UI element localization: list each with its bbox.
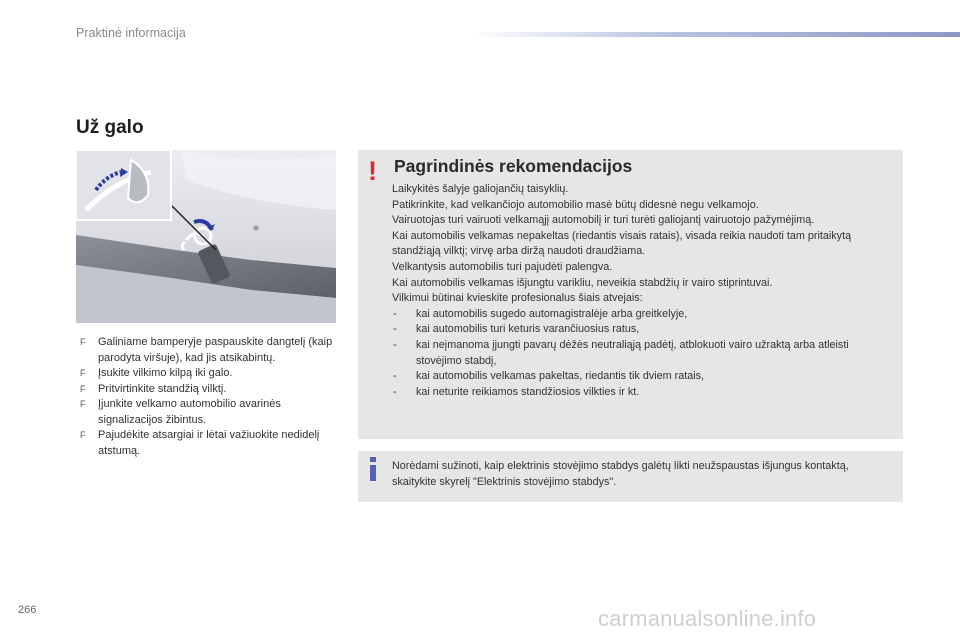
warning-case-item — [392, 322, 897, 338]
warning-case-text: kai automobilis turi keturis varančiuosius ratus, — [416, 323, 640, 336]
warning-paragraph: Kai automobilis velkamas išjungtu varikliu, neveikia stabdžių ir vairo stiprintuvai. — [392, 276, 773, 289]
page-header-title: Praktinė informacija — [76, 26, 186, 40]
warning-case-item — [392, 385, 897, 401]
warning-case-item — [392, 369, 897, 385]
warning-body — [392, 182, 897, 400]
warning-case-text: kai neturite reikiamos standžiosios vilkties ir kt. — [416, 385, 640, 398]
list-item — [76, 335, 346, 366]
dash-bullet: - — [393, 385, 397, 398]
checkbox-bullet-icon: F — [80, 383, 86, 394]
warning-paragraph: Velkantysis automobilis turi pajudėti palengva. — [392, 260, 613, 273]
tow-hook-photo — [76, 150, 336, 323]
warning-exclamation-icon: ! — [368, 156, 377, 186]
checkbox-bullet-icon: F — [80, 399, 86, 409]
warning-case-text: kai automobilis velkamas pakeltas, riedantis tik dviem ratais, — [416, 370, 705, 383]
list-item — [76, 428, 346, 459]
list-item — [76, 366, 346, 382]
checkbox-bullet-icon: F — [80, 430, 86, 440]
warning-case-text: kai automobilis sugedo automagistralėje arba greitkelyje, — [416, 307, 688, 320]
instruction-text: Pajudėkite atsargiai ir lėtai važiuokite nedidelį atstumą. — [98, 429, 320, 457]
warning-case-item — [392, 338, 897, 369]
info-icon — [370, 457, 376, 481]
instruction-text: Pritvirtinkite standžią vilktį. — [98, 382, 227, 395]
info-box — [358, 451, 903, 502]
header-decoration-bar — [470, 32, 960, 37]
instruction-text: Galiniame bamperyje paspauskite dangtelį (kaip parodyta viršuje), kad jis atsikabintų. — [98, 336, 333, 364]
warning-paragraph: Patikrinkite, kad velkančiojo automobilio masė būtų didesnė negu velkamojo. — [392, 198, 759, 211]
section-title: Už galo — [76, 117, 144, 138]
info-text: Norėdami sužinoti, kaip elektrinis stovėjimo stabdys galėtų likti neužspaustas išjungus kontaktą, skaitykite skyrelį "Elektrinis stovėjimo stabdys". — [392, 460, 849, 488]
checkbox-bullet-icon: F — [80, 368, 86, 378]
warning-case-text: kai neįmanoma įjungti pavarų dėžės neutraliąją padėtį, atblokuoti vairo užraktą arba atleisti stovėjimo stabdį, — [416, 338, 849, 367]
instruction-text: Įsukite vilkimo kilpą iki galo. — [98, 367, 233, 379]
warning-box — [358, 150, 903, 439]
instructions-list — [76, 335, 346, 459]
warning-paragraph: Laikykitės šalyje galiojančių taisyklių. — [392, 183, 569, 195]
dash-bullet: - — [393, 323, 397, 336]
list-item — [76, 382, 346, 398]
warning-case-item — [392, 307, 897, 323]
dash-bullet: - — [393, 338, 397, 351]
checkbox-bullet-icon: F — [80, 337, 86, 347]
dash-bullet: - — [393, 370, 397, 383]
warning-title: Pagrindinės rekomendacijos — [394, 156, 633, 176]
list-item — [76, 397, 346, 428]
watermark: carmanualsonline.info — [598, 606, 817, 631]
page-number: 266 — [18, 604, 37, 616]
warning-paragraph: Kai automobilis velkamas nepakeltas (riedantis visais ratais), visada reikia naudoti tam pritaikytą standžiąją vilktį; virvę arba diržą naudoti draudžiama. — [392, 229, 852, 258]
warning-paragraph: Vairuotojas turi vairuoti velkamąjį automobilį ir turi turėti galiojantį vairuotojo pažymėjimą. — [392, 214, 815, 227]
instruction-text: Įjunkite velkamo automobilio avarinės signalizacijos žibintus. — [98, 398, 281, 426]
dash-bullet: - — [393, 307, 397, 320]
warning-paragraph: Vilkimui būtinai kvieskite profesionalus šiais atvejais: — [392, 292, 643, 305]
